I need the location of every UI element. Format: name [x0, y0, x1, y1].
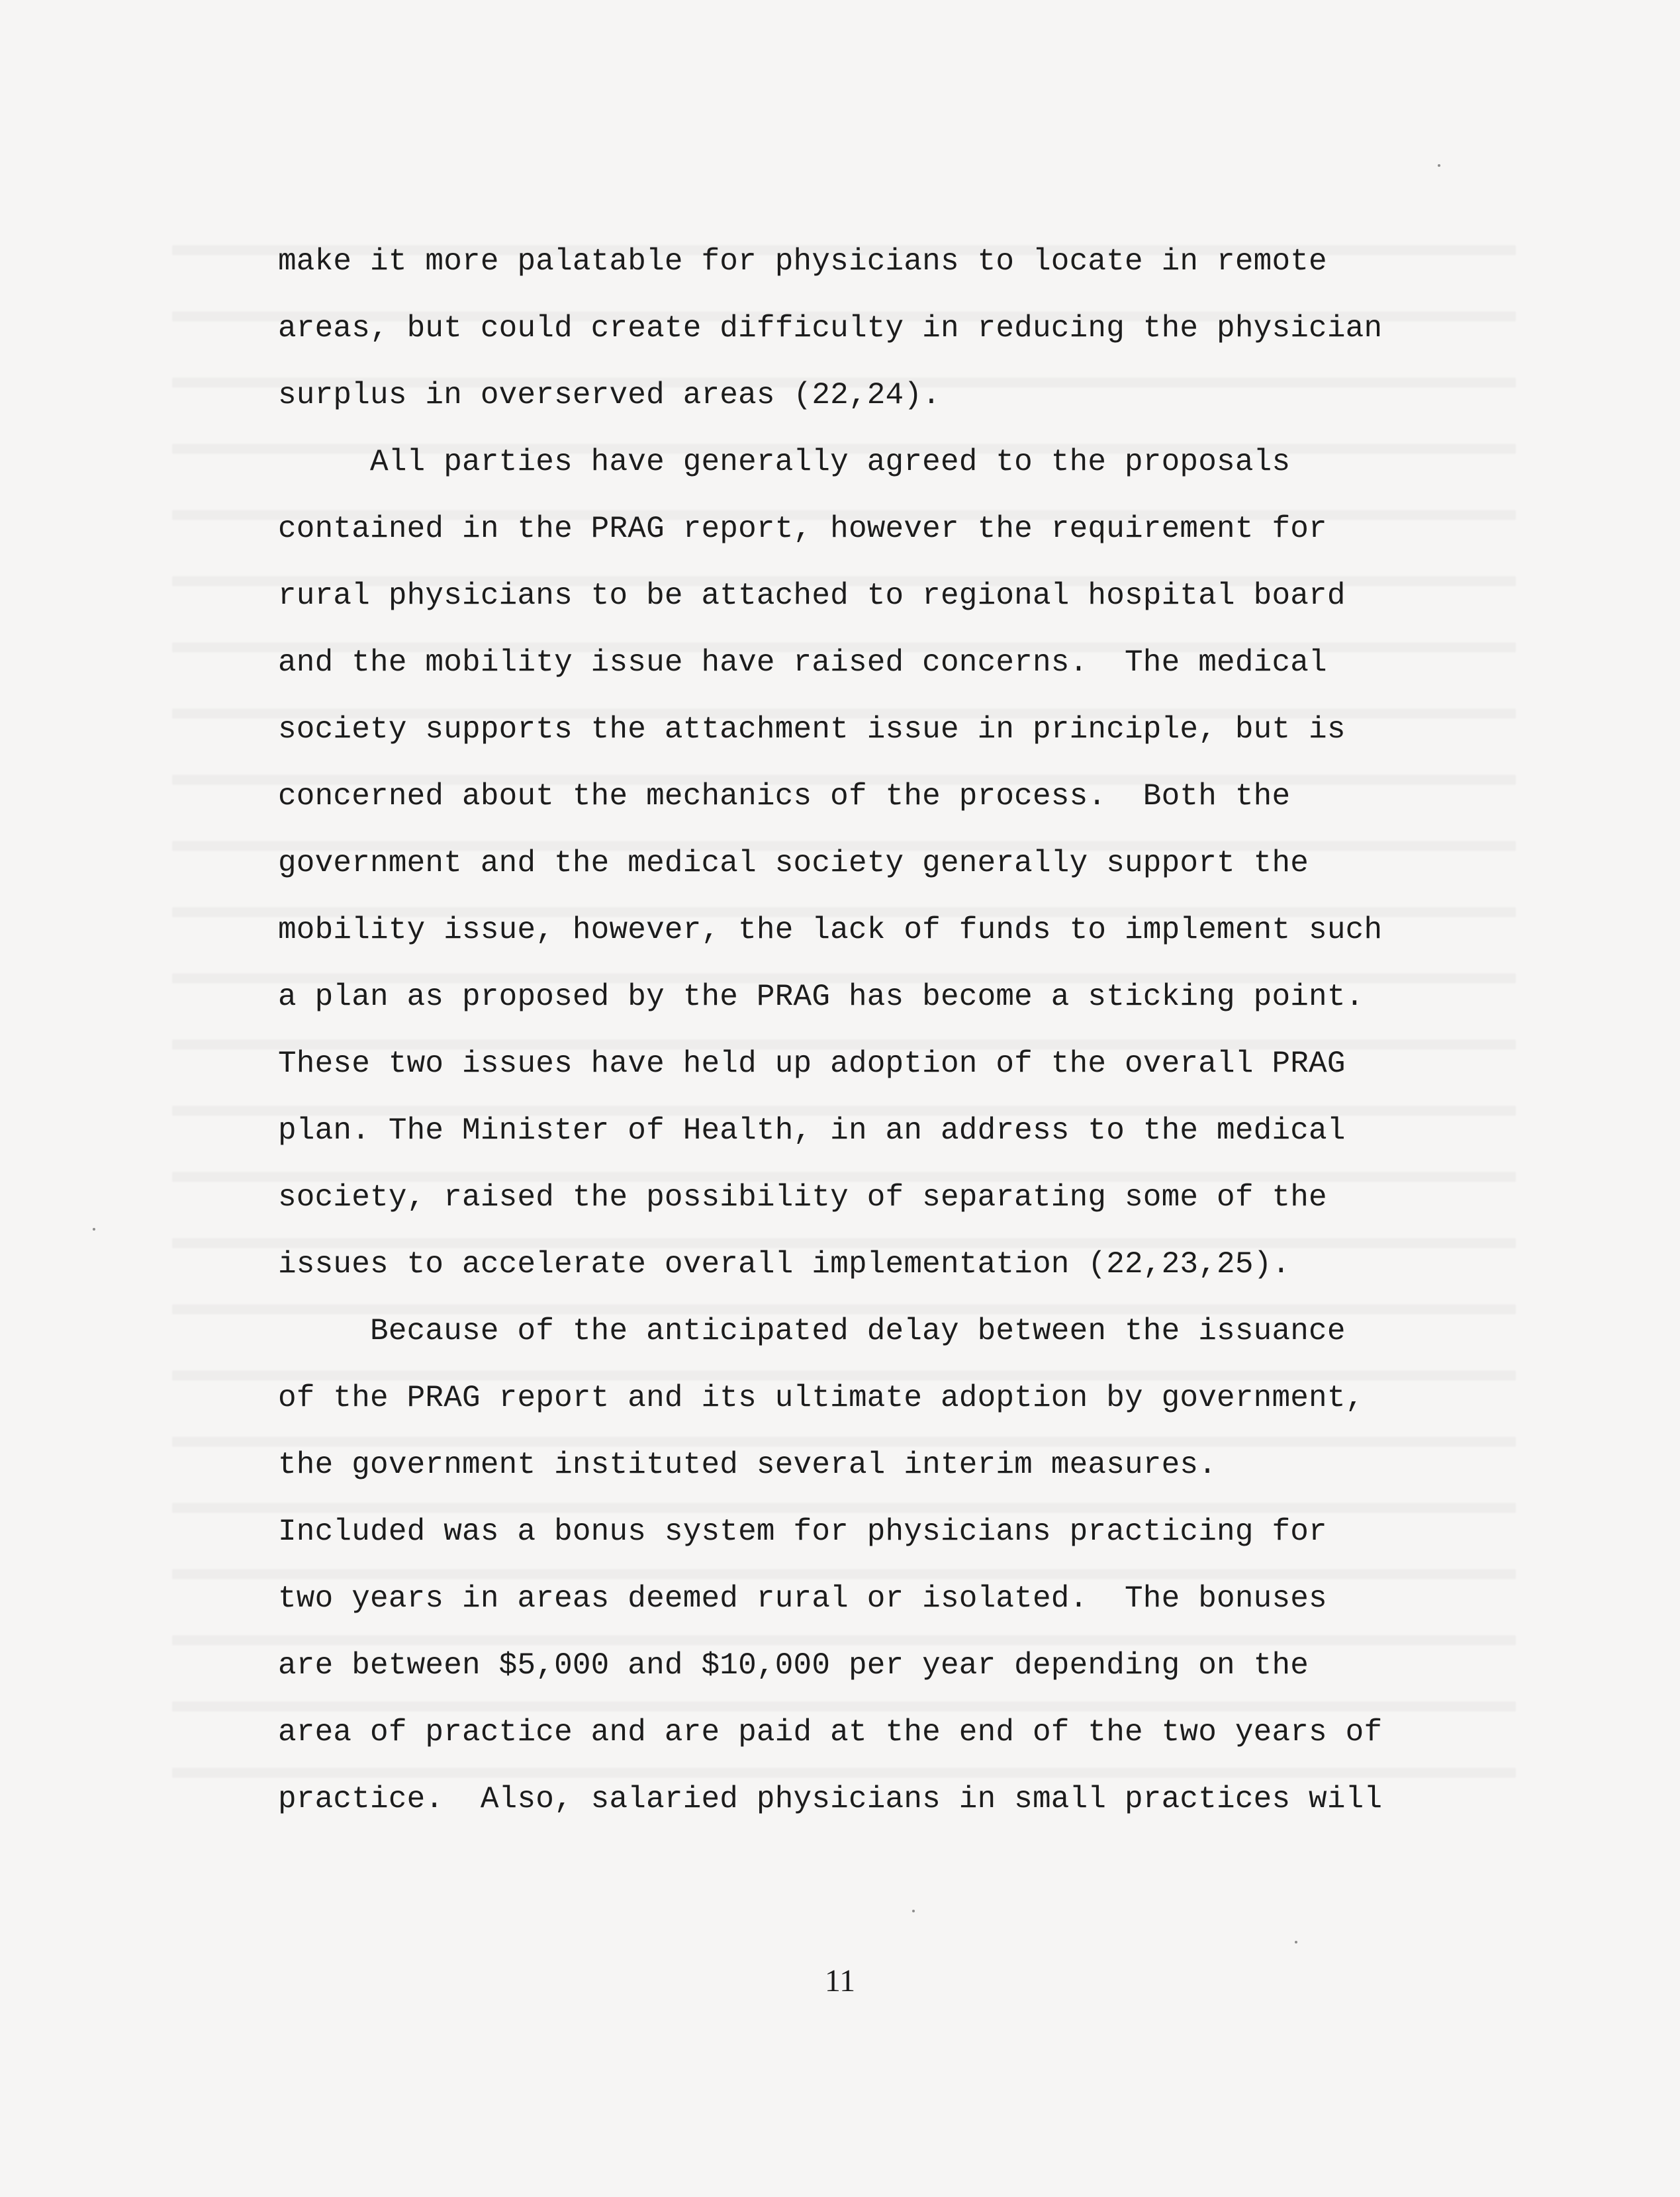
text-line: All parties have generally agreed to the proposals	[278, 445, 1291, 479]
text-line: rural physicians to be attached to regional hospital board	[278, 579, 1346, 613]
text-line: society, raised the possibility of separating some of the	[278, 1180, 1327, 1215]
text-line: issues to accelerate overall implementation (22,23,25).	[278, 1247, 1291, 1282]
text-line: surplus in overserved areas (22,24).	[278, 378, 941, 412]
text-line: are between $5,000 and $10,000 per year depending on the	[278, 1648, 1309, 1683]
text-line: society supports the attachment issue in principle, but is	[278, 712, 1346, 747]
text-line: These two issues have held up adoption of the overall PRAG	[278, 1047, 1346, 1081]
paper-speck	[1295, 1941, 1297, 1943]
paper-speck	[93, 1228, 95, 1231]
text-line: mobility issue, however, the lack of funds to implement such	[278, 913, 1383, 947]
text-line: plan. The Minister of Health, in an address to the medical	[278, 1113, 1346, 1148]
text-line: contained in the PRAG report, however the requirement for	[278, 512, 1327, 546]
text-line: two years in areas deemed rural or isolated. The bonuses	[278, 1581, 1327, 1616]
text-line: and the mobility issue have raised concerns. The medical	[278, 645, 1327, 680]
body-text	[278, 228, 1509, 1833]
text-line: concerned about the mechanics of the process. Both the	[278, 779, 1291, 814]
text-line: of the PRAG report and its ultimate adoption by government,	[278, 1381, 1364, 1415]
text-line: government and the medical society generally support the	[278, 846, 1309, 880]
paper-speck	[912, 1910, 915, 1912]
text-line: practice. Also, salaried physicians in small practices will	[278, 1782, 1383, 1816]
text-line: Included was a bonus system for physicians practicing for	[278, 1515, 1327, 1549]
text-line: the government instituted several interim measures.	[278, 1448, 1217, 1482]
paper-speck	[1438, 164, 1440, 167]
text-line: Because of the anticipated delay between the issuance	[278, 1314, 1346, 1348]
text-line: area of practice and are paid at the end of the two years of	[278, 1715, 1383, 1750]
text-line: make it more palatable for physicians to locate in remote	[278, 244, 1327, 279]
text-line: a plan as proposed by the PRAG has become a sticking point.	[278, 980, 1364, 1014]
page-number: 11	[824, 1963, 856, 1998]
text-line: areas, but could create difficulty in reducing the physician	[278, 311, 1383, 346]
